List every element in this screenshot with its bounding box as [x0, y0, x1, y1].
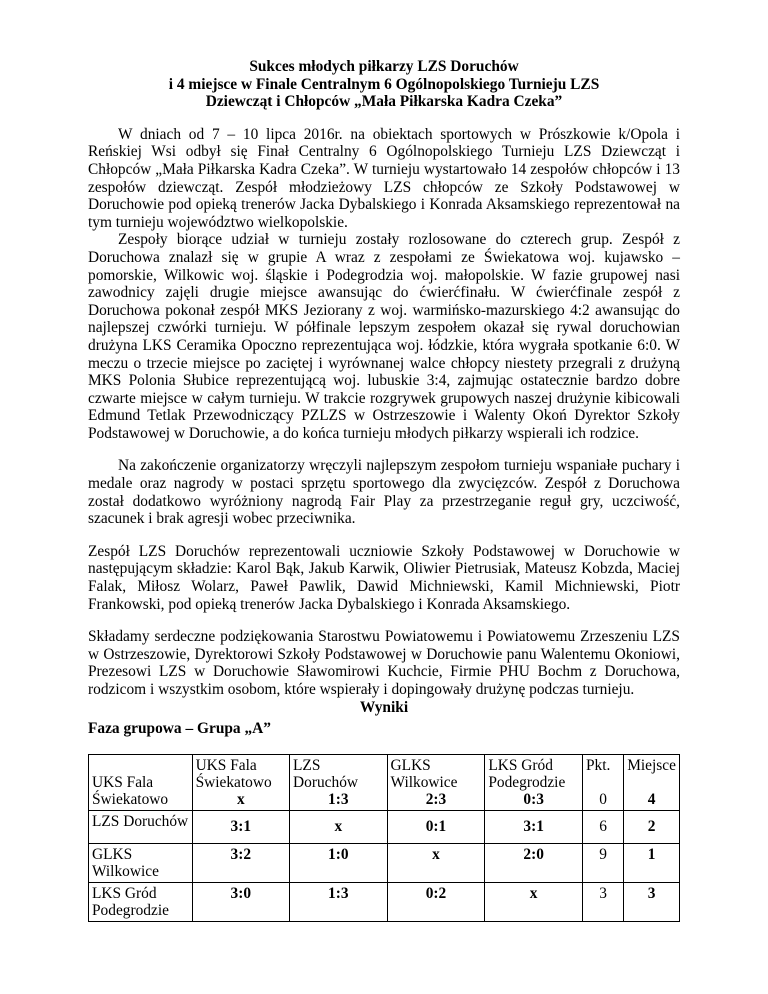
score-cell: 0:3	[523, 790, 544, 808]
place-cell: 3	[624, 882, 680, 921]
paragraph-awards: Na zakończenie organizatorzy wręczyli najlepszym zespołom turnieju wspaniałe puchary i medale oraz nagrody w postaci sprzętu sportowego dla zwycięzców. Zespół z Doruchowa został dodatkowo wyróżniony nagrodą Fair Play za przestrzeganie reguł gry, uczciwość, szacunek i brak agresji wobec przeciwnika.	[88, 457, 680, 528]
column-header: LZS Doruchów	[293, 756, 358, 791]
points-cell: 3	[582, 882, 623, 921]
title-line-2: i 4 miejsce w Finale Centralnym 6 Ogólnopolskiego Turnieju LZS	[168, 75, 600, 93]
column-header: LKS Gród Podegrodzie	[488, 756, 566, 791]
results-heading: Wyniki	[359, 698, 409, 716]
table-row	[89, 754, 680, 810]
table-cell-pkt	[582, 754, 623, 810]
score-cell: x	[485, 882, 583, 921]
paragraph-intro: W dniach od 7 – 10 lipca 2016r. na obiektach sportowych w Prószkowie k/Opola i Reńskiej Wsi odbył się Finał Centralny 6 Ogólnopolskiego Turnieju LZS Dziewcząt i Chłopców „Mała Piłkarska Kadra Czeka”. W turnieju wystartowało 14 zespołów chłopców i 13 zespołów dziewcząt. Zespół młodzieżowy LZS chłopców ze Szkoły Podstawowej w Doruchowie pod opieką trenerów Jacka Dybalskiego i Konrada Aksamskiego reprezentował na tym turnieju województwo wielkopolskie.	[88, 125, 680, 231]
spacer	[88, 442, 680, 457]
table-row	[89, 843, 680, 882]
table-cell-score	[485, 754, 583, 810]
score-cell: 1:3	[290, 882, 388, 921]
points-cell: 0	[599, 790, 607, 808]
score-cell: x	[387, 843, 485, 882]
table-cell-miejsce	[624, 754, 680, 810]
score-cell: 0:1	[387, 810, 485, 843]
table-row	[89, 882, 680, 921]
paragraph-thanks: Składamy serdeczne podziękowania Starostwu Powiatowemu i Powiatowemu Zrzeszeniu LZS w Ostrzeszowie, Dyrektorowi Szkoły Podstawowej w Doruchowie panu Walentemu Okoniowi, Prezesowi LZS w Doruchowie Sławomirowi Kuchcie, Firmie PHU Bochm z Doruchowa, rodzicom i wszystkim osobom, które wspierały i dopingowały drużynę podczas turnieju.	[88, 628, 680, 698]
score-cell: 2:3	[425, 790, 447, 808]
place-cell: 4	[647, 790, 656, 808]
table-cell-score	[387, 754, 485, 810]
score-cell: 2:0	[485, 843, 583, 882]
points-cell: 6	[582, 810, 623, 843]
points-cell: 9	[582, 843, 623, 882]
table-cell-team: LKS Gród Podegrodzie	[89, 882, 193, 921]
place-cell: 1	[624, 843, 680, 882]
column-header: Pkt.	[585, 756, 611, 774]
paragraph-squad: Zespół LZS Doruchów reprezentowali uczniowie Szkoły Podstawowej w Doruchowie w następującym składzie: Karol Bąk, Jakub Karwik, Oliwier Pietrusiak, Mateusz Kobzda, Maciej Falak, Miłosz Wolarz, Paweł Pawlik, Dawid Michniewski, Kamil Michniewski, Piotr Frankowski, pod opieką trenerów Jacka Dybalskiego i Konrada Aksamskiego.	[88, 542, 680, 613]
place-cell: 2	[624, 810, 680, 843]
group-stage-heading: Faza grupowa – Grupa „A”	[88, 720, 271, 738]
team-name: UKS Fala Świekatowo	[92, 773, 169, 808]
table-cell-score	[290, 754, 388, 810]
score-cell: 3:0	[192, 882, 289, 921]
score-cell: 1:3	[328, 790, 349, 808]
article	[88, 58, 680, 922]
spacer	[88, 528, 680, 543]
table-cell-team: LZS Doruchów	[89, 810, 193, 843]
score-cell: 1:0	[290, 843, 388, 882]
spacer	[88, 111, 680, 126]
table-row	[89, 810, 680, 843]
column-header: UKS Fala Świekatowo	[195, 756, 272, 791]
table-cell-team	[89, 754, 193, 810]
score-cell: 3:1	[485, 810, 583, 843]
score-cell: 3:1	[192, 810, 289, 843]
spacer	[88, 613, 680, 628]
score-cell: x	[290, 810, 388, 843]
score-cell: 3:2	[192, 843, 289, 882]
table-cell-score	[192, 754, 289, 810]
score-cell: 0:2	[387, 882, 485, 921]
paragraph-tournament: Zespoły biorące udział w turnieju zostały rozlosowane do czterech grup. Zespół z Doruchowa znalazł się w grupie A wraz z zespołami ze Świekatowa woj. kujawsko – pomorskie, Wilkowic woj. śląskie i Podegrodzia woj. małopolskie. W fazie grupowej nasi zawodnicy zajęli drugie miejsce awansując do ćwierćfinału. W ćwierćfinale zespół z Doruchowa pokonał zespół MKS Jeziorany z woj. warmińsko-mazurskiego 4:2 awansując do najlepszej czwórki turnieju. W półfinale lepszym zespołem okazał się rywal doruchowian drużyna LKS Ceramika Opoczno reprezentująca woj. łódzkie, która wygrała spotkanie 6:0. W meczu o trzecie miejsce po zaciętej i wyrównanej walce chłopcy niestety przegrali z drużyną MKS Polonia Słubice reprezentującą woj. lubuskie 3:4, zajmując ostatecznie bardzo dobre czwarte miejsce w całym turnieju. W trakcie rozgrywek grupowych naszej drużynie kibicowali Edmund Tetlak Przewodniczący PZLZS w Ostrzeszowie i Walenty Okoń Dyrektor Szkoły Podstawowej w Doruchowie, a do końca turnieju młodych piłkarzy wspierali ich rodzice.	[88, 231, 680, 442]
title-line-1: Sukces młodych piłkarzy LZS Doruchów	[249, 58, 519, 75]
results-table	[88, 754, 680, 922]
column-header: Miejsce	[627, 756, 676, 774]
score-cell: x	[236, 790, 245, 808]
table-cell-team: GLKS Wilkowice	[89, 843, 193, 882]
column-header: GLKS Wilkowice	[390, 756, 458, 791]
title-line-3: Dziewcząt i Chłopców „Mała Piłkarska Kadra Czeka”	[205, 93, 563, 111]
